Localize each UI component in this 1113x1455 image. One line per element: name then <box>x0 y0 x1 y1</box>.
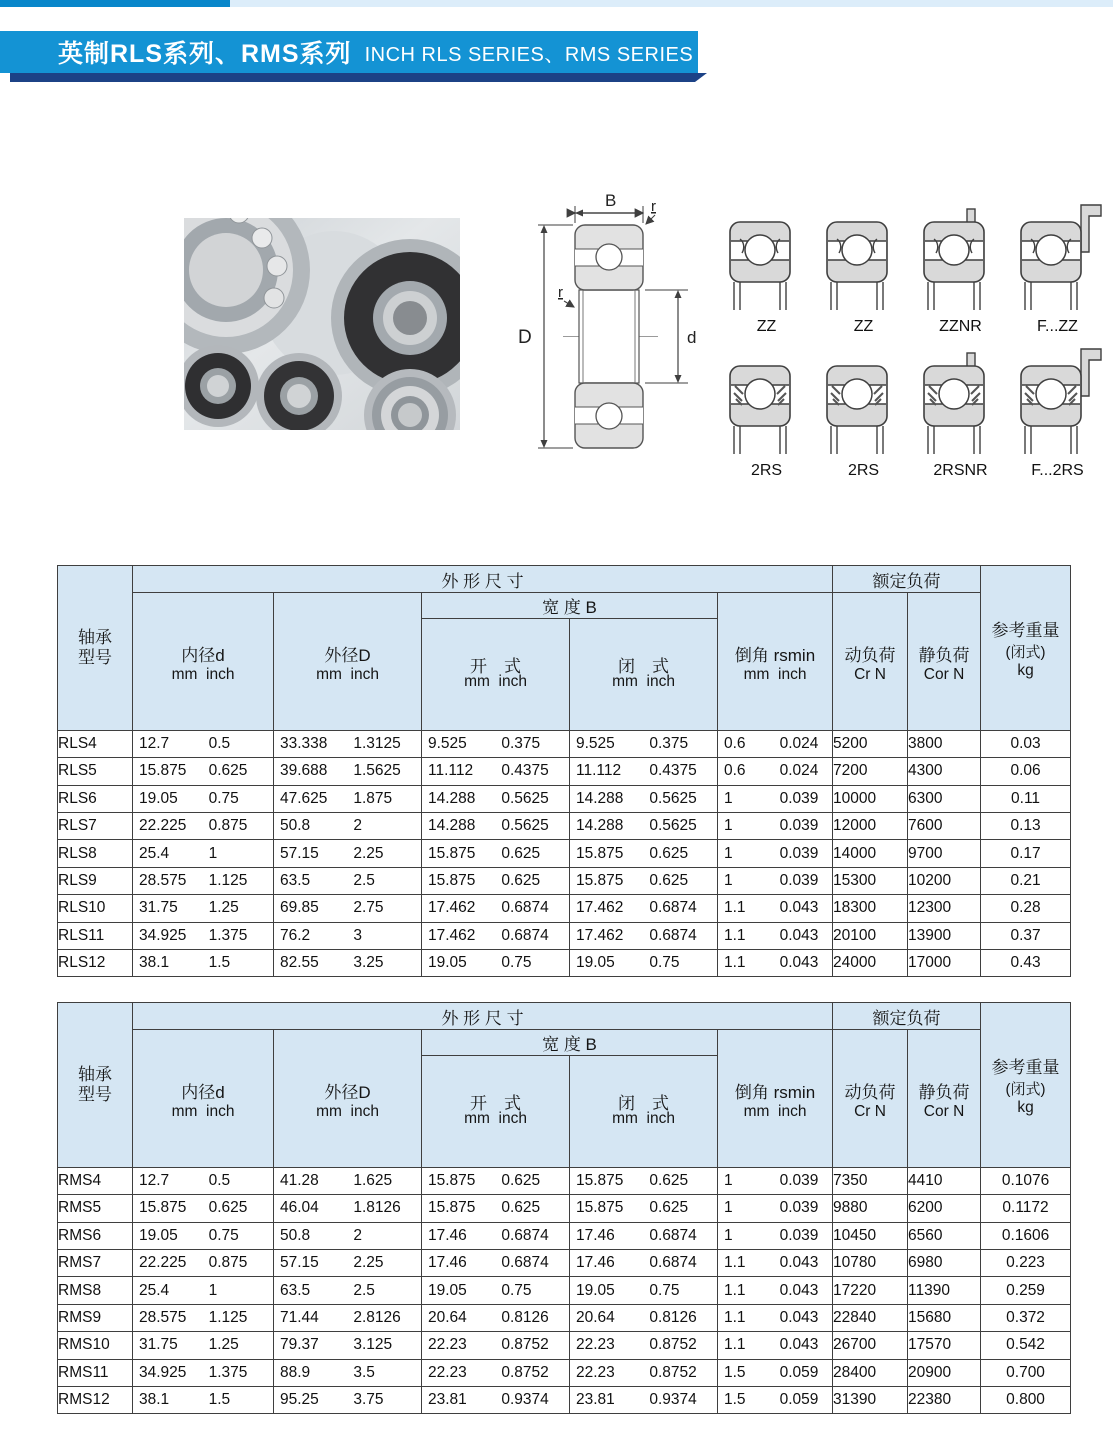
header-open-type: 开 式 mm inch <box>422 1056 570 1168</box>
value-cell: 7350 <box>833 1167 908 1194</box>
value-cell: 28400 <box>833 1359 908 1386</box>
value-cell: 25.4 1 <box>133 840 274 867</box>
table-row <box>58 1195 1071 1222</box>
value-cell: 10780 <box>833 1250 908 1277</box>
model-cell: RMS6 <box>58 1222 133 1249</box>
value-cell: 19.05 0.75 <box>570 950 718 977</box>
table-row <box>58 1277 1071 1304</box>
header-inner-diameter: 内径d mm inch <box>133 1030 274 1168</box>
value-cell: 14.288 0.5625 <box>422 785 570 812</box>
bearing-type-label: 2RS <box>847 462 880 479</box>
value-cell: 15.875 0.625 <box>422 1167 570 1194</box>
value-cell: 9.525 0.375 <box>570 730 718 757</box>
value-cell: 88.9 3.5 <box>274 1359 422 1386</box>
bearing-type-2rsnr <box>912 338 1009 480</box>
value-cell: 23.81 0.9374 <box>422 1387 570 1414</box>
value-cell: 17000 <box>908 950 981 977</box>
title-banner-shadow <box>10 73 707 82</box>
header-model: 轴承 型号 <box>58 566 133 731</box>
value-cell: 0.1076 <box>981 1167 1071 1194</box>
value-cell: 1.1 0.043 <box>718 1304 833 1331</box>
bearing-type-label: F...ZZ <box>1037 318 1078 335</box>
header-outer-diameter: 外径D mm inch <box>274 1030 422 1168</box>
value-cell: 13900 <box>908 922 981 949</box>
value-cell: 22.23 0.8752 <box>570 1359 718 1386</box>
value-cell: 50.8 2 <box>274 1222 422 1249</box>
value-cell: 82.55 3.25 <box>274 950 422 977</box>
value-cell: 47.625 1.875 <box>274 785 422 812</box>
value-cell: 0.6 0.024 <box>718 758 833 785</box>
table-row <box>58 1304 1071 1331</box>
value-cell: 1 0.039 <box>718 840 833 867</box>
value-cell: 17220 <box>833 1277 908 1304</box>
bearing-type-label: ZZ <box>853 318 874 335</box>
bearing-type-2rs-1 <box>718 338 815 480</box>
table-row <box>58 785 1071 812</box>
value-cell: 17.46 0.6874 <box>570 1250 718 1277</box>
value-cell: 12000 <box>833 813 908 840</box>
title-banner <box>0 31 698 73</box>
value-cell: 14.288 0.5625 <box>570 813 718 840</box>
diagram-label-D: D <box>518 327 532 348</box>
diagram-label-r-mid: r <box>558 284 563 301</box>
table-row <box>58 1387 1071 1414</box>
value-cell: 0.1172 <box>981 1195 1071 1222</box>
model-cell: RMS12 <box>58 1387 133 1414</box>
diagram-label-r-top: r <box>651 198 656 215</box>
table-row <box>58 758 1071 785</box>
table-row <box>58 950 1071 977</box>
value-cell: 1.1 0.043 <box>718 1277 833 1304</box>
value-cell: 0.372 <box>981 1304 1071 1331</box>
header-weight: 参考重量 (闭式) kg <box>981 1003 1071 1168</box>
table-row <box>58 1167 1071 1194</box>
model-cell: RMS8 <box>58 1277 133 1304</box>
value-cell: 9700 <box>908 840 981 867</box>
value-cell: 1 0.039 <box>718 1222 833 1249</box>
bearing-type-label: 2RSNR <box>933 462 988 479</box>
value-cell: 11390 <box>908 1277 981 1304</box>
model-cell: RLS4 <box>58 730 133 757</box>
value-cell: 0.06 <box>981 758 1071 785</box>
value-cell: 34.925 1.375 <box>133 1359 274 1386</box>
header-rated-load: 额定负荷 <box>833 1003 981 1030</box>
value-cell: 7600 <box>908 813 981 840</box>
model-cell: RLS6 <box>58 785 133 812</box>
diagram-label-B: B <box>605 193 617 210</box>
value-cell: 1.5 0.059 <box>718 1387 833 1414</box>
header-inner-diameter: 内径d mm inch <box>133 593 274 731</box>
value-cell: 0.43 <box>981 950 1071 977</box>
value-cell: 15.875 0.625 <box>570 1167 718 1194</box>
page-title-en: INCH RLS SERIES、RMS SERIES <box>364 43 694 66</box>
value-cell: 17.462 0.6874 <box>422 922 570 949</box>
value-cell: 9880 <box>833 1195 908 1222</box>
header-width-b: 宽 度 B <box>422 1030 718 1056</box>
bearing-type-zznr <box>912 194 1009 336</box>
table-row <box>58 867 1071 894</box>
header-closed-type: 闭 式 mm inch <box>570 1056 718 1168</box>
value-cell: 18300 <box>833 895 908 922</box>
value-cell: 0.28 <box>981 895 1071 922</box>
rms-table-header <box>58 1003 1071 1168</box>
bearing-type-2rs-2 <box>815 338 912 480</box>
value-cell: 26700 <box>833 1332 908 1359</box>
model-cell: RMS10 <box>58 1332 133 1359</box>
header-dimensions: 外 形 尺 寸 <box>133 1003 833 1030</box>
value-cell: 69.85 2.75 <box>274 895 422 922</box>
value-cell: 1.5 0.059 <box>718 1359 833 1386</box>
value-cell: 79.37 3.125 <box>274 1332 422 1359</box>
value-cell: 0.03 <box>981 730 1071 757</box>
value-cell: 11.112 0.4375 <box>422 758 570 785</box>
value-cell: 14.288 0.5625 <box>570 785 718 812</box>
value-cell: 1 0.039 <box>718 785 833 812</box>
bearing-2rs-icon <box>721 338 813 462</box>
value-cell: 15.875 0.625 <box>422 867 570 894</box>
header-model: 轴承 型号 <box>58 1003 133 1168</box>
value-cell: 7200 <box>833 758 908 785</box>
value-cell: 6200 <box>908 1195 981 1222</box>
table-row <box>58 1332 1071 1359</box>
value-cell: 22.225 0.875 <box>133 813 274 840</box>
value-cell: 6980 <box>908 1250 981 1277</box>
header-static-load: 静负荷 Cor N <box>908 1030 981 1168</box>
value-cell: 31.75 1.25 <box>133 1332 274 1359</box>
bearing-type-f2rs <box>1009 338 1106 480</box>
value-cell: 38.1 1.5 <box>133 1387 274 1414</box>
model-cell: RMS9 <box>58 1304 133 1331</box>
bearing-type-fzz <box>1009 194 1106 336</box>
value-cell: 25.4 1 <box>133 1277 274 1304</box>
value-cell: 0.17 <box>981 840 1071 867</box>
value-cell: 24000 <box>833 950 908 977</box>
table-row <box>58 895 1071 922</box>
value-cell: 22.23 0.8752 <box>570 1332 718 1359</box>
value-cell: 71.44 2.8126 <box>274 1304 422 1331</box>
value-cell: 17.46 0.6874 <box>422 1222 570 1249</box>
header-width-b: 宽 度 B <box>422 593 718 619</box>
value-cell: 1 0.039 <box>718 813 833 840</box>
value-cell: 15.875 0.625 <box>570 867 718 894</box>
value-cell: 1 0.039 <box>718 1195 833 1222</box>
table-row <box>58 1222 1071 1249</box>
model-cell: RLS8 <box>58 840 133 867</box>
value-cell: 15.875 0.625 <box>133 758 274 785</box>
bearing-2rsnr-icon <box>915 338 1007 462</box>
value-cell: 9.525 0.375 <box>422 730 570 757</box>
value-cell: 0.6 0.024 <box>718 730 833 757</box>
value-cell: 1.1 0.043 <box>718 1250 833 1277</box>
value-cell: 15.875 0.625 <box>133 1195 274 1222</box>
value-cell: 17.46 0.6874 <box>422 1250 570 1277</box>
table-row <box>58 840 1071 867</box>
model-cell: RLS10 <box>58 895 133 922</box>
value-cell: 31.75 1.25 <box>133 895 274 922</box>
value-cell: 0.1606 <box>981 1222 1071 1249</box>
value-cell: 0.21 <box>981 867 1071 894</box>
bearing-zznr-icon <box>915 194 1007 318</box>
value-cell: 0.11 <box>981 785 1071 812</box>
model-cell: RLS7 <box>58 813 133 840</box>
value-cell: 1.1 0.043 <box>718 895 833 922</box>
value-cell: 17.462 0.6874 <box>570 922 718 949</box>
value-cell: 1 0.039 <box>718 867 833 894</box>
value-cell: 22.225 0.875 <box>133 1250 274 1277</box>
rls-table-header <box>58 566 1071 731</box>
header-dynamic-load: 动负荷 Cr N <box>833 1030 908 1168</box>
model-cell: RLS9 <box>58 867 133 894</box>
value-cell: 6300 <box>908 785 981 812</box>
value-cell: 12.7 0.5 <box>133 1167 274 1194</box>
model-cell: RMS7 <box>58 1250 133 1277</box>
model-cell: RMS11 <box>58 1359 133 1386</box>
value-cell: 0.13 <box>981 813 1071 840</box>
bearing-type-zz-2 <box>815 194 912 336</box>
table-row <box>58 1250 1071 1277</box>
bearing-type-label: F...2RS <box>1031 462 1084 479</box>
rls-series-table <box>57 565 1071 977</box>
value-cell: 10450 <box>833 1222 908 1249</box>
value-cell: 33.338 1.3125 <box>274 730 422 757</box>
value-cell: 34.925 1.375 <box>133 922 274 949</box>
value-cell: 95.25 3.75 <box>274 1387 422 1414</box>
value-cell: 19.05 0.75 <box>570 1277 718 1304</box>
value-cell: 0.223 <box>981 1250 1071 1277</box>
model-cell: RMS5 <box>58 1195 133 1222</box>
value-cell: 41.28 1.625 <box>274 1167 422 1194</box>
bearing-cross-section-diagram <box>508 193 708 461</box>
value-cell: 15.875 0.625 <box>570 1195 718 1222</box>
value-cell: 15.875 0.625 <box>570 840 718 867</box>
value-cell: 0.37 <box>981 922 1071 949</box>
value-cell: 14.288 0.5625 <box>422 813 570 840</box>
value-cell: 28.575 1.125 <box>133 867 274 894</box>
page-title-cn: 英制RLS系列、RMS系列 <box>58 40 352 68</box>
value-cell: 22840 <box>833 1304 908 1331</box>
bearing-type-label: ZZNR <box>939 318 982 335</box>
value-cell: 15.875 0.625 <box>422 840 570 867</box>
value-cell: 22.23 0.8752 <box>422 1359 570 1386</box>
value-cell: 22380 <box>908 1387 981 1414</box>
value-cell: 4300 <box>908 758 981 785</box>
bearing-f2rs-icon <box>1012 338 1104 462</box>
bearing-zz-icon <box>818 194 910 318</box>
value-cell: 0.800 <box>981 1387 1071 1414</box>
value-cell: 20.64 0.8126 <box>570 1304 718 1331</box>
model-cell: RLS11 <box>58 922 133 949</box>
value-cell: 17.462 0.6874 <box>570 895 718 922</box>
bearing-type-label: 2RS <box>750 462 783 479</box>
value-cell: 15.875 0.625 <box>422 1195 570 1222</box>
value-cell: 20.64 0.8126 <box>422 1304 570 1331</box>
value-cell: 57.15 2.25 <box>274 840 422 867</box>
bearing-type-label: ZZ <box>756 318 777 335</box>
value-cell: 17.462 0.6874 <box>422 895 570 922</box>
value-cell: 15300 <box>833 867 908 894</box>
value-cell: 12300 <box>908 895 981 922</box>
value-cell: 0.259 <box>981 1277 1071 1304</box>
table-row <box>58 730 1071 757</box>
bearing-fzz-icon <box>1012 194 1104 318</box>
bearing-type-zz-1 <box>718 194 815 336</box>
table-row <box>58 922 1071 949</box>
header-closed-type: 闭 式 mm inch <box>570 619 718 731</box>
value-cell: 14000 <box>833 840 908 867</box>
header-chamfer: 倒角 rsmin mm inch <box>718 593 833 731</box>
model-cell: RLS12 <box>58 950 133 977</box>
value-cell: 5200 <box>833 730 908 757</box>
header-rated-load: 额定负荷 <box>833 566 981 593</box>
value-cell: 19.05 0.75 <box>133 1222 274 1249</box>
bearing-2rs-icon <box>818 338 910 462</box>
value-cell: 46.04 1.8126 <box>274 1195 422 1222</box>
value-cell: 50.8 2 <box>274 813 422 840</box>
header-dimensions: 外 形 尺 寸 <box>133 566 833 593</box>
bearing-type-icons <box>718 194 1106 480</box>
bearings-photo <box>184 218 460 430</box>
value-cell: 1 0.039 <box>718 1167 833 1194</box>
value-cell: 10200 <box>908 867 981 894</box>
value-cell: 23.81 0.9374 <box>570 1387 718 1414</box>
model-cell: RMS4 <box>58 1167 133 1194</box>
value-cell: 0.542 <box>981 1332 1071 1359</box>
value-cell: 1.1 0.043 <box>718 1332 833 1359</box>
value-cell: 63.5 2.5 <box>274 867 422 894</box>
rms-table-body <box>58 1167 1071 1414</box>
value-cell: 0.700 <box>981 1359 1071 1386</box>
bearing-zz-icon <box>721 194 813 318</box>
table-row <box>58 1359 1071 1386</box>
value-cell: 38.1 1.5 <box>133 950 274 977</box>
value-cell: 17.46 0.6874 <box>570 1222 718 1249</box>
value-cell: 12.7 0.5 <box>133 730 274 757</box>
value-cell: 57.15 2.25 <box>274 1250 422 1277</box>
header-static-load: 静负荷 Cor N <box>908 593 981 731</box>
value-cell: 15680 <box>908 1304 981 1331</box>
value-cell: 20100 <box>833 922 908 949</box>
value-cell: 17570 <box>908 1332 981 1359</box>
value-cell: 1.1 0.043 <box>718 922 833 949</box>
value-cell: 1.1 0.043 <box>718 950 833 977</box>
value-cell: 63.5 2.5 <box>274 1277 422 1304</box>
value-cell: 39.688 1.5625 <box>274 758 422 785</box>
value-cell: 19.05 0.75 <box>422 950 570 977</box>
value-cell: 3800 <box>908 730 981 757</box>
value-cell: 31390 <box>833 1387 908 1414</box>
value-cell: 28.575 1.125 <box>133 1304 274 1331</box>
value-cell: 11.112 0.4375 <box>570 758 718 785</box>
model-cell: RLS5 <box>58 758 133 785</box>
header-open-type: 开 式 mm inch <box>422 619 570 731</box>
top-strip-dark <box>0 0 230 7</box>
header-chamfer: 倒角 rsmin mm inch <box>718 1030 833 1168</box>
value-cell: 22.23 0.8752 <box>422 1332 570 1359</box>
value-cell: 10000 <box>833 785 908 812</box>
value-cell: 76.2 3 <box>274 922 422 949</box>
value-cell: 20900 <box>908 1359 981 1386</box>
value-cell: 6560 <box>908 1222 981 1249</box>
header-outer-diameter: 外径D mm inch <box>274 593 422 731</box>
value-cell: 4410 <box>908 1167 981 1194</box>
header-dynamic-load: 动负荷 Cr N <box>833 593 908 731</box>
value-cell: 19.05 0.75 <box>422 1277 570 1304</box>
value-cell: 19.05 0.75 <box>133 785 274 812</box>
rls-table-body <box>58 730 1071 977</box>
diagram-label-d: d <box>687 328 697 347</box>
header-weight: 参考重量 (闭式) kg <box>981 566 1071 731</box>
table-row <box>58 813 1071 840</box>
rms-series-table <box>57 1002 1071 1414</box>
